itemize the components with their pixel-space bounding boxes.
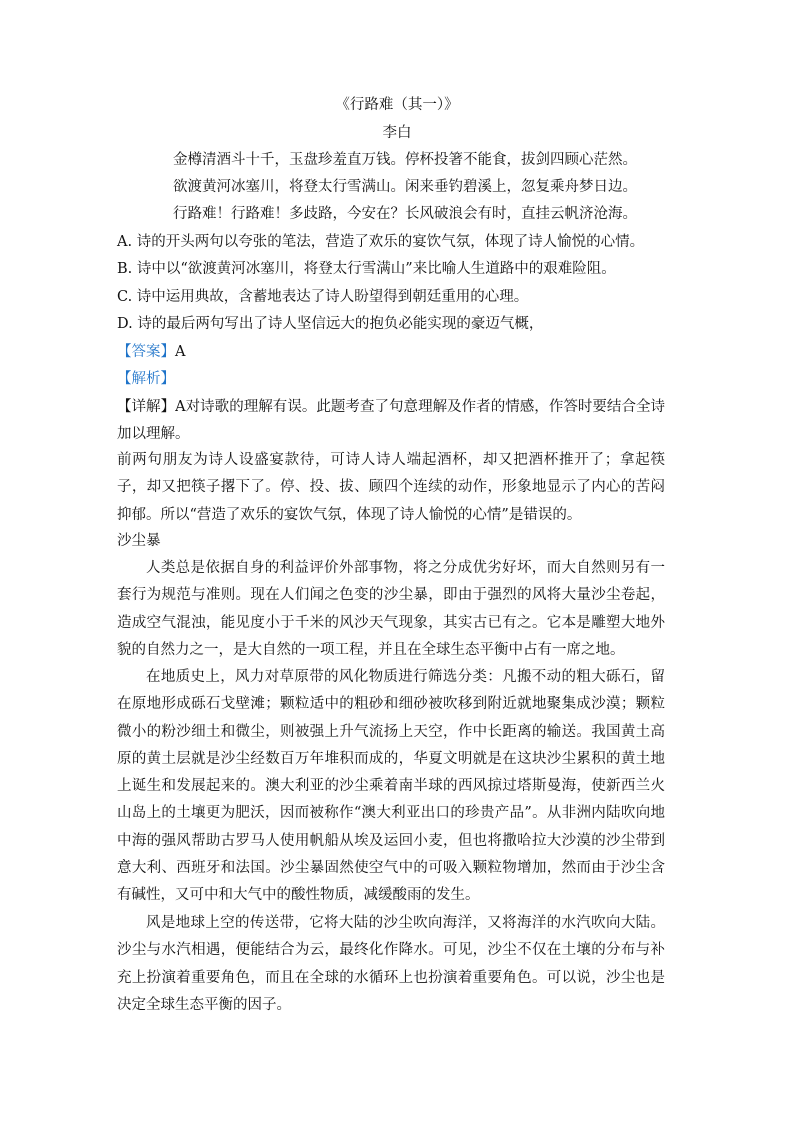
essay-paragraph-3: 风是地球上空的传送带，它将大陆的沙尘吹向海洋，又将海洋的水汽吹向大陆。沙尘与水汽相遇，便能结合为云，最终化作降水。可见，沙尘不仅在土壤的分布与补充上扮演着重要角色，而且在全球的水循环上也扮演着重要角色。可以说，沙尘也是决定全球生态平衡的因子。 — [117, 915, 665, 1013]
answer-line — [117, 339, 677, 365]
essay-title: 沙尘暴 — [117, 533, 161, 549]
poem-author: 李白 — [382, 125, 412, 141]
poem-line-2: 欲渡黄河冰塞川，将登太行雪满山。闲来垂钓碧溪上，忽复乘舟梦日边。 — [173, 179, 637, 195]
option-a: A. 诗的开头两句以夸张的笔法，营造了欢乐的宴饮气氛，体现了诗人愉悦的心情。 — [117, 234, 645, 250]
option-b: B. 诗中以“欲渡黄河冰塞川，将登太行雪满山”来比喻人生道路中的艰难险阻。 — [117, 261, 616, 277]
detail-paragraph — [117, 394, 665, 449]
poem-line-3: 行路难！行路难！多歧路，今安在？长风破浪会有时，直挂云帆济沧海。 — [173, 206, 637, 222]
essay-paragraph-2: 在地质史上，风力对草原带的风化物质进行筛选分类：凡搬不动的粗大砾石，留在原地形成砾石戈壁滩；颗粒适中的粗砂和细砂被吹移到附近就地聚集成沙漠；颗粒微小的粉沙细土和微尘，则被强上升气流扬上天空，作中长距离的输送。我国黄土高原的黄土层就是沙尘经数百万年堆积而成的，华夏文明就是在这块沙尘累积的黄土地上诞生和发展起来的。澳大利亚的沙尘乘着南半球的西风掠过塔斯曼海，使新西兰火山岛上的土壤更为肥沃，因而被称作“澳大利亚出口的珍贵产品”。从非洲内陆吹向地中海的强风帮助古罗马人使用帆船从埃及运回小麦，但也将撒哈拉大沙漠的沙尘带到意大利、西班牙和法国。沙尘暴固然使空气中的可吸入颗粒物增加，然而由于沙尘含有碱性，又可中和大气中的酸性物质，减缓酸雨的发生。 — [117, 669, 665, 904]
option-d: D. 诗的最后两句写出了诗人坚信远大的抱负必能实现的豪迈气概， — [117, 316, 544, 332]
analysis-line — [117, 366, 677, 392]
poem-title: 《行路难（其一）》 — [335, 97, 459, 113]
detail-tag: 【详解】 — [117, 399, 176, 415]
analysis-tag: 【解析】 — [117, 371, 175, 387]
explanation-paragraph: 前两句朋友为诗人设盛宴款待，可诗人诗人端起酒杯，却又把酒杯推开了；拿起筷子，却又把筷子撂下了。停、投、拔、顾四个连续的动作，形象地显示了内心的苦闷抑郁。所以“营造了欢乐的宴饮气氛，体现了诗人愉悦的心情”是错误的。 — [117, 452, 665, 523]
option-c: C. 诗中运用典故，含蓄地表达了诗人盼望得到朝廷重用的心理。 — [117, 289, 529, 305]
answer-value: A — [175, 344, 186, 360]
detail-text: A对诗歌的理解有误。此题考查了句意理解及作者的情感，作答时要结合全诗加以理解。 — [117, 399, 666, 443]
poem-line-1: 金樽清酒斗十千，玉盘珍羞直万钱。停杯投箸不能食，拔剑四顾心茫然。 — [173, 152, 637, 168]
essay-paragraph-1: 人类总是依据自身的利益评价外部事物，将之分成优劣好坏，而大自然则另有一套行为规范与准则。现在人们闻之色变的沙尘暴，即由于强烈的风将大量沙尘卷起，造成空气混浊，能见度小于千米的风沙天气现象，其实古已有之。它本是雕塑大地外貌的自然力之一，是大自然的一项工程，并且在全球生态平衡中占有一席之地。 — [117, 560, 665, 658]
answer-tag: 【答案】 — [117, 344, 175, 360]
